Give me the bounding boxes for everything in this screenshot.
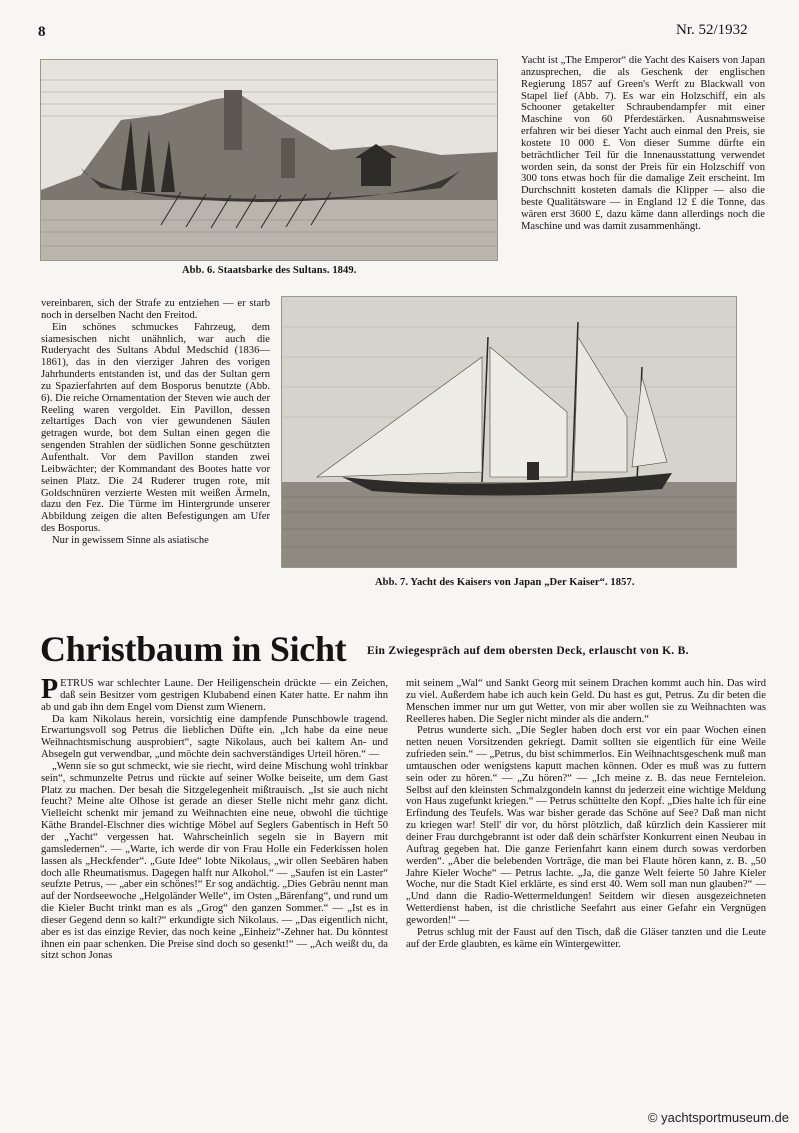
issue-number: Nr. 52/1932 bbox=[676, 22, 748, 38]
paragraph: Ein schönes schmuckes Fahrzeug, dem siamesischen nicht unähnlich, war auch die Ruderyacht des Sultans Abdul Medschid (1836—1861), das in den vierziger Jahren des vorigen Jahrhunderts entstanden ist, und das der Sultan gern zu Spazierfahrten auf dem Bosporus benutzte (Abb. 6). Die reiche Ornamentation der Steven wie auch der Reeling waren vergoldet. Ein Pavillon, dessen zeltartiges Dach von vier gewundenen Säulen getragen wurde, bot dem Sultan einen gegen die sengenden Strahlen der südlichen Sonne geschützten Aufenthalt. Vor dem Pavillon standen zwei Leibwächter; der Kommandant des Bootes hatte vor seinen Platz. Die 24 Ruderer trugen rote, mit Goldschnüren verzierte Westen mit weißen Ärmeln, dazu den Fez. Die Türme im Hintergrunde unserer Abbildung zeigen die alten Befestigungen am Ufer des Bosporus. bbox=[41, 321, 270, 535]
article-subheadline: Ein Zwiegespräch auf dem obersten Deck, erlauscht von K. B. bbox=[367, 645, 689, 657]
paragraph: Petrus schlug mit der Faust auf den Tisch, daß die Gläser tanzten und die Leute auf der Erde glaubten, es käme ein Wintergewitter. bbox=[406, 926, 766, 950]
figure-emperor-yacht bbox=[281, 296, 737, 568]
drop-cap: P bbox=[41, 674, 59, 705]
paragraph-first bbox=[41, 674, 388, 714]
paragraph: Petrus wunderte sich. „Die Segler haben doch erst vor ein paar Wochen einen netten neuen Vorsitzenden gekriegt. Damit sollten sie eigentlich für eine Weile zufrieden sein.“ — „Petrus, du bist schimmerlos. Ein Weihnachtsgeschenk muß man umtauschen oder wenigstens kaputt machen können. Oder es muß was zu futtern sein oder zu hören.“ — „Zu hören?“ — „Ich meine z. B. das neue Fernteleion. Selbst auf den kleinsten Schmalzgondeln kannst du jederzeit eine wichtige Meldung von Haus zugefunkt kriegen.“ — Petrus schüttelte den Kopf. „Dies halte ich für eine Erfindung des Teufels. Was war bisher gerade das Schöne auf See? Daß man nicht zu kriegen war! Stell' dir vor, du hörst plötzlich, daß kürzlich dein Kassierer mit deiner Frau durchgebrannt ist oder daß dein schärfster Konkurrent einen Neubau in Auftrag gegeben hat. Die ganze Ferienfahrt kann einem durch sowas verdorben werden“. „Aber die belebenden Vorträge, die man bei Flaute hören kann, z. B. „50 Jahre Kieler Woche“ — Petrus lachte. „Ja, die ganze Welt feierte 50 Jahre Kieler Woche, nur die Stadt Kiel erklärte, es sind erst 40. Wem soll man nun glauben?“ — „Und dann die Radio-Wettermeldungen! Seitdem wir diesen ausgezeichneten Wetterdienst haben, ist die christliche Seefahrt aus einer Gefahr ein Vergnügen geworden!“ — bbox=[406, 725, 766, 926]
engraving-sultan-barge bbox=[41, 60, 497, 260]
caption-abb6: Abb. 6. Staatsbarke des Sultans. 1849. bbox=[182, 265, 357, 276]
paragraph: Nur in gewissem Sinne als asiatische bbox=[52, 534, 209, 546]
paragraph: vereinbaren, sich der Strafe zu entziehen — er starb noch in derselben Nacht den Freitod. bbox=[41, 298, 270, 321]
article-column-2 bbox=[406, 678, 766, 950]
paragraph: Da kam Nikolaus herein, vorsichtig eine dampfende Punschbowle tragend. Erwartungsvoll sog Petrus die lieblichen Düfte ein. „Ich habe da eine neue Weihnachtsmischung ausprobiert“, sagte Nikolaus, auch bei kaltem An- und Absegeln gut verwendbar, „und möchte dein sachverständiges Urteil hören.“ — bbox=[41, 713, 388, 761]
article-headline: Christbaum in Sicht bbox=[40, 629, 347, 669]
paragraph: „Wenn sie so gut schmeckt, wie sie riecht, wird deine Mischung wohl trinkbar sein“, schmunzelte Petrus und rückte auf seiner Wolke beiseite, um dem Gast Platz zu machen. Der besah die Sitzgelegenheit mißtrauisch. „Ist sie auch nicht feucht? Meine alte Olhose ist gerade an dieser Stelle nicht mehr ganz dicht. Vielleicht schenkt mir jemand zu Weihnachten eine neue, obwohl die tüchtige Käthe Brandel-Elschner dies wichtige Möbel auf Seglers Gabentisch in Heft 50 der „Yacht“ vergessen hat. Wahrscheinlich segeln sie in Bayern mit gamsledernen“. — „Warte, ich werde dir von Frau Holle ein Federkissen holen lassen als „Heckfender“. „Gute Idee“ lobte Nikolaus, „wir ollen Seebären haben doch alle Rheumatismus. Dagegen halft nur Alkohol.“ — „Saufen ist ein Laster“ seufzte Petrus, — „aber ein schönes!“ Er sog andächtig. „Dies Gebräu nennt man auf der Nordseewoche „Helgoländer Welle“, im Osten „Bärenfang“, und rund um die Kieler Bucht trinkt man es als „Grog“ den ganzen Sommer.“ — „Ist es in dieser Gegend denn so kalt?“ erkundigte sich Nikolaus. — „Das eigentlich nicht, aber es ist das einzige Revier, das noch keine „Einheiz“-Zehner hat. Du könntest ihnen ein paar schenken. Die Preise sind doch so gesenkt!“ — „Ach weißt du, da sitzt schon Jonas bbox=[41, 760, 388, 962]
figure-sultan-barge bbox=[40, 59, 498, 261]
watermark: © yachtsportmuseum.de bbox=[647, 1110, 789, 1125]
text-upper-right bbox=[521, 55, 765, 233]
article-column-1 bbox=[41, 674, 388, 962]
page-number: 8 bbox=[38, 24, 46, 40]
caption-abb7: Abb. 7. Yacht des Kaisers von Japan „Der Kaiser“. 1857. bbox=[375, 577, 635, 588]
paragraph: mit seinem „Wal“ und Sankt Georg mit seinem Drachen kommt auch hin. Das wird zu viel. Außerdem habe ich auch kein Geld. Du hast es gut, Petrus. Zu dir beten die Menschen immer nur um gut Wetter, von mir aber wollen sie zu Weihnachten was Reelleres haben. Die Segler nicht minder als die andern.“ bbox=[406, 678, 766, 725]
engraving-emperor-yacht bbox=[282, 297, 736, 567]
paragraph: Yacht ist „The Emperor“ die Yacht des Kaisers von Japan anzusprechen, die als Geschenk der englischen Regierung 1857 auf Green's Werft zu Blackwall von Stapel lief (Abb. 7). Es war ein Holzschiff, ein als Schooner getakelter Schraubendampfer mit einer Maschine von 60 Pferdestärken. Ausnahmsweise erfahren wir bei dieser Yacht auch einmal den Preis, sie kostete 10 000 £. Von dieser Summe dürfte ein beträchtlicher Teil für die Innenausstattung verwendet worden sein, da sonst der Preis für ein Holzschiff von 300 tons etwas hoch für die damalige Zeit erscheint. Im Durchschnitt kosteten damals die Klipper — also die beste Qualitätsware — in England 12 £ die Tonne, das wären erst 3600 £, dazu käme dann allerdings noch die Maschine und was damit zusammenhängt. bbox=[521, 55, 765, 232]
text-left-column bbox=[41, 298, 270, 547]
paragraph-text: ETRUS war schlechter Laune. Der Heiligenschein drückte — ein Zeichen, daß sein Besitzer vom gestrigen Klubabend einen Kater hatte. Er nahm ihn ab und gab ihn dem Engel vom Dienst zum Wienern. bbox=[41, 678, 388, 713]
